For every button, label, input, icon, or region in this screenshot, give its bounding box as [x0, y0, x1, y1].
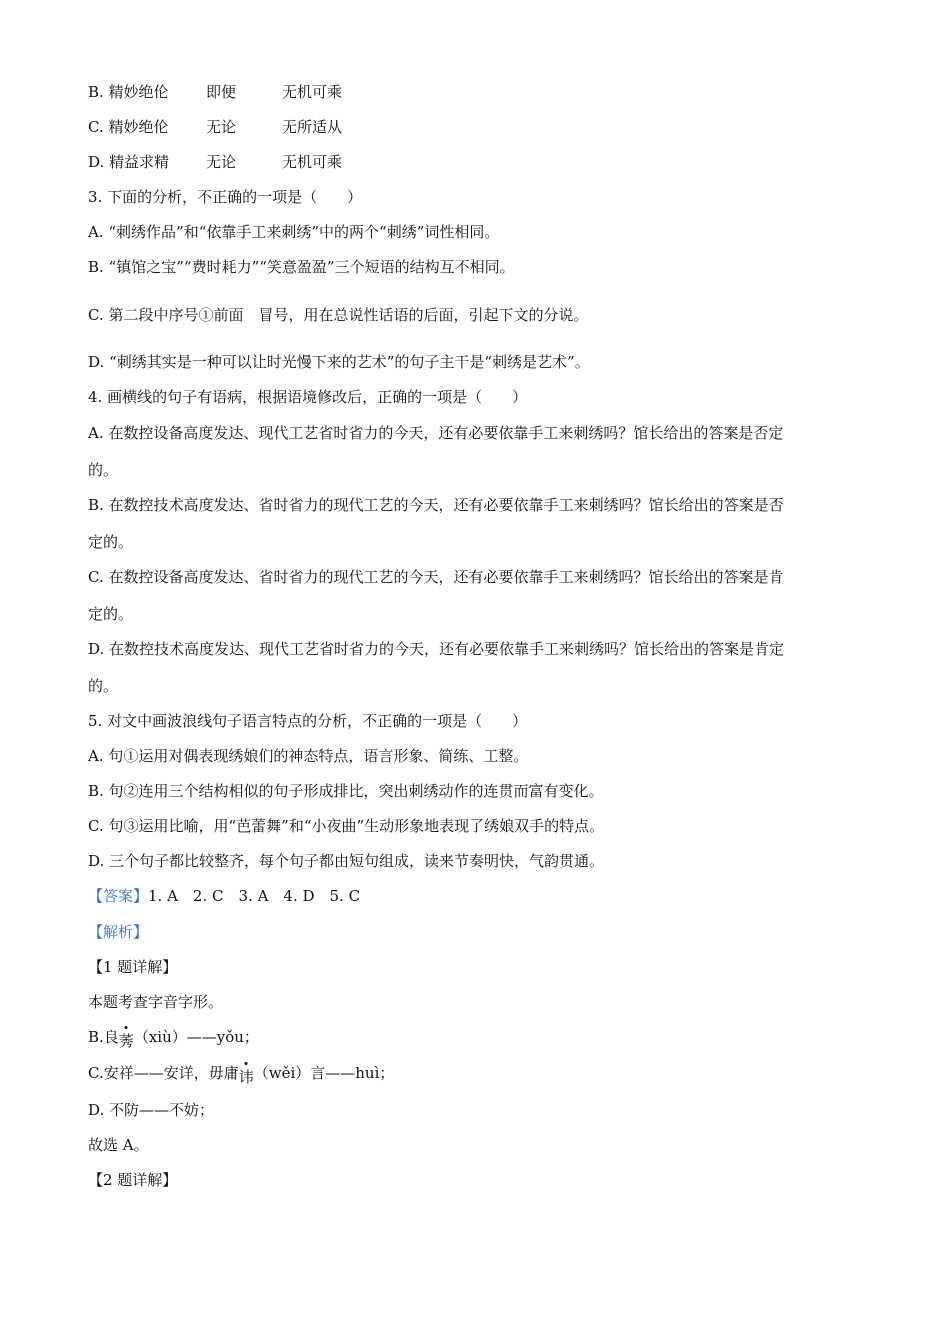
option-word-3: 无机可乘	[282, 83, 343, 101]
option-word-2: 无论	[206, 153, 237, 171]
q4-option-a-line1: A. 在数控设备高度发达、现代工艺省时省力的今天，还有必要依靠手工来刺绣吗？馆长给出的答案是否定	[88, 424, 784, 442]
q3-option-a: A. “刺绣作品”和“依靠手工来刺绣”中的两个“刺绣”词性相同。	[88, 223, 500, 241]
option-word-1: C. 精妙绝伦	[88, 118, 169, 136]
q5-stem: 5. 对文中画波浪线句子语言特点的分析，不正确的一项是（ ）	[88, 712, 528, 730]
option-word-1: D. 精益求精	[88, 153, 170, 171]
q5-option-b: B. 句②连用三个结构相似的句子形成排比，突出刺绣动作的连贯而富有变化。	[88, 782, 604, 800]
q5-option-a: A. 句①运用对偶表现绣娘们的神态特点，语言形象、简练、工整。	[88, 747, 529, 765]
detail-1-b-suffix: （xiù）——yǒu；	[133, 1028, 259, 1046]
q4-option-d-line2: 的。	[88, 677, 119, 695]
q2-option-b	[88, 82, 342, 102]
detail-1-c-prefix: C.安祥——安详，毋庸	[88, 1064, 239, 1082]
detail-1-b	[88, 1027, 259, 1050]
q4-option-c-line1: C. 在数控设备高度发达、省时省力的现代工艺的今天，还有必要依靠手工来刺绣吗？馆长给出的答案是肯	[88, 568, 784, 586]
q4-option-d-line1: D. 在数控技术高度发达、现代工艺省时省力的今天，还有必要依靠手工来刺绣吗？馆长给出的答案是肯定	[88, 640, 785, 658]
option-word-2: 即便	[206, 83, 237, 101]
q5-option-c: C. 句③运用比喻，用“芭蕾舞”和“小夜曲”生动形象地表现了绣娘双手的特点。	[88, 817, 605, 835]
q2-option-d	[88, 152, 342, 172]
q4-option-b-line2: 定的。	[88, 533, 134, 551]
detail-1-conclusion: 故选 A。	[88, 1136, 149, 1154]
analysis-tag: 【解析】	[88, 923, 149, 941]
detail-1-b-prefix: B.良	[88, 1028, 119, 1046]
detail-2-heading: 【2 题详解】	[88, 1171, 178, 1189]
detail-1-heading: 【1 题详解】	[88, 958, 178, 976]
detail-1-c-suffix: （wěi）言——huì；	[253, 1064, 395, 1082]
option-word-3: 无机可乘	[282, 153, 343, 171]
emphasized-char: 讳	[238, 1068, 254, 1086]
detail-1-intro: 本题考查字音字形。	[88, 993, 224, 1011]
q4-option-a-line2: 的。	[88, 461, 119, 479]
q3-option-c: C. 第二段中序号①前面 冒号，用在总说性话语的后面，引起下文的分说。	[88, 306, 589, 324]
answer-tag: 【答案】	[88, 887, 149, 905]
emphasized-char: 莠	[118, 1032, 134, 1050]
answer-text: 1. A 2. C 3. A 4. D 5. C	[148, 887, 361, 905]
q3-option-d: D. “刺绣其实是一种可以让时光慢下来的艺术”的句子主干是“刺绣是艺术”。	[88, 353, 590, 371]
q4-option-b-line1: B. 在数控技术高度发达、省时省力的现代工艺的今天，还有必要依靠手工来刺绣吗？馆长给出的答案是否	[88, 496, 784, 514]
q3-option-b: B. “镇馆之宝”“费时耗力”“笑意盈盈”三个短语的结构互不相同。	[88, 258, 515, 276]
detail-1-c	[88, 1063, 395, 1086]
q3-stem: 3. 下面的分析，不正确的一项是（ ）	[88, 188, 363, 206]
q4-stem: 4. 画横线的句子有语病，根据语境修改后，正确的一项是（ ）	[88, 388, 528, 406]
detail-1-d: D. 不防——不妨；	[88, 1101, 215, 1119]
answer-line	[88, 886, 360, 906]
option-word-3: 无所适从	[282, 118, 343, 136]
option-word-2: 无论	[206, 118, 237, 136]
q5-option-d: D. 三个句子都比较整齐，每个句子都由短句组成，读来节奏明快，气韵贯通。	[88, 852, 605, 870]
q2-option-c	[88, 117, 342, 137]
option-word-1: B. 精妙绝伦	[88, 83, 169, 101]
q4-option-c-line2: 定的。	[88, 605, 134, 623]
